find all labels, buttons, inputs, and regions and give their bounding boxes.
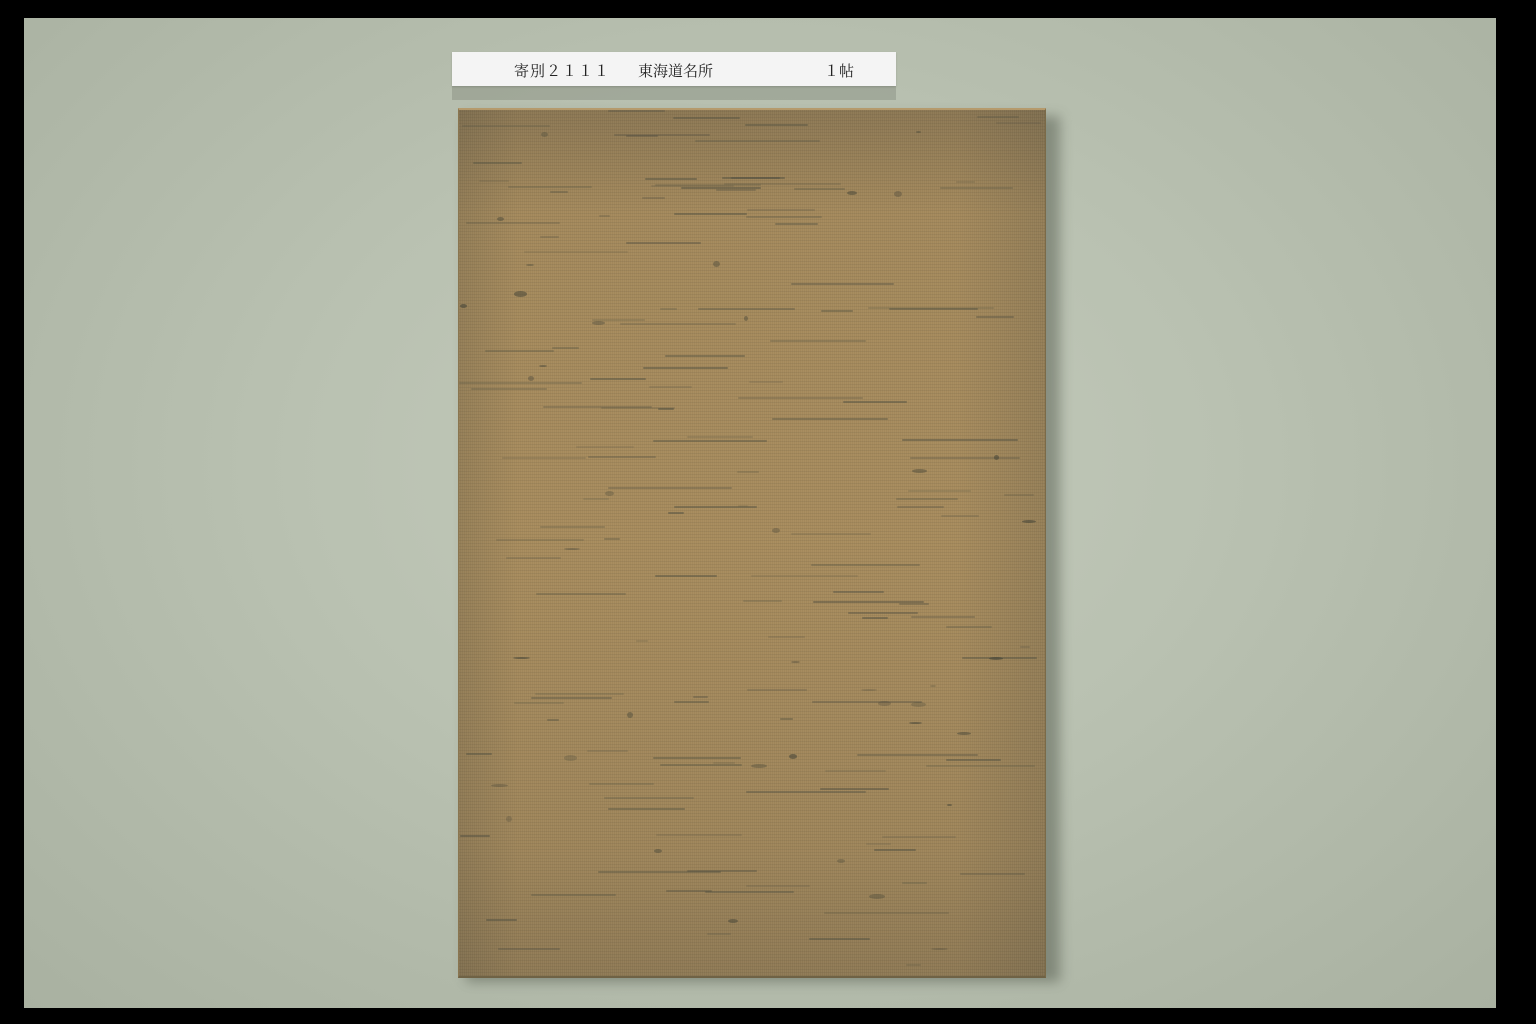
cover-streak — [751, 575, 858, 577]
cover-spot — [989, 657, 1003, 660]
cover-streak — [695, 140, 820, 142]
cover-streak — [996, 122, 1041, 124]
cover-streak — [643, 367, 728, 369]
cover-streak — [791, 533, 871, 535]
cover-streak — [940, 187, 1013, 189]
cover-streak — [693, 696, 708, 698]
cover-streak — [687, 436, 753, 438]
cover-spot — [994, 455, 999, 460]
cover-streak — [843, 401, 907, 403]
cover-streak — [780, 718, 793, 720]
cover-streak — [576, 446, 634, 448]
cover-spot — [894, 191, 902, 197]
cover-spot — [912, 469, 927, 473]
cover-spot — [791, 661, 800, 663]
cover-spot — [506, 816, 512, 822]
cover-spot — [772, 528, 780, 533]
cover-streak — [471, 388, 547, 390]
cover-streak — [866, 843, 891, 845]
cover-streak — [746, 216, 822, 218]
cover-streak — [705, 891, 794, 893]
cover-spot — [713, 261, 720, 267]
catalog-number: 寄別２１１１ — [514, 62, 611, 80]
cover-streak — [645, 178, 697, 180]
cover-streak — [653, 440, 767, 442]
cover-streak — [908, 490, 971, 492]
cover-streak — [941, 515, 979, 517]
cover-spot — [957, 732, 971, 735]
cover-streak — [547, 719, 559, 721]
cover-spot — [514, 291, 527, 297]
item-title: 東海道名所 — [638, 62, 714, 80]
cover-streak — [737, 471, 759, 473]
cover-streak — [656, 834, 742, 836]
cover-streak — [745, 124, 808, 126]
cover-streak — [794, 188, 845, 190]
cover-spot — [878, 701, 891, 706]
cover-streak — [746, 791, 866, 793]
label-shadow — [452, 86, 896, 100]
album-cover — [458, 108, 1046, 978]
cover-streak — [506, 557, 561, 559]
cover-spot — [564, 755, 577, 761]
cover-streak — [473, 162, 522, 164]
cover-streak — [466, 222, 560, 224]
cover-streak — [902, 882, 927, 884]
cover-streak — [599, 215, 610, 217]
cover-spot — [539, 365, 547, 367]
cover-streak — [910, 457, 1020, 459]
cover-streak — [608, 808, 685, 810]
cover-spot — [526, 264, 534, 266]
cover-streak — [604, 797, 694, 799]
cover-spot — [605, 491, 614, 496]
cover-spot — [847, 191, 857, 195]
cover-streak — [485, 350, 554, 352]
cover-streak — [604, 538, 620, 540]
cover-streak — [620, 323, 736, 325]
cover-spot — [497, 217, 504, 221]
cover-streak — [496, 539, 584, 541]
cover-streak — [775, 223, 818, 225]
cover-streak — [590, 378, 646, 380]
cover-streak — [772, 418, 888, 420]
cover-streak — [608, 110, 665, 112]
cover-streak — [479, 180, 509, 182]
cover-streak — [976, 316, 1014, 318]
cover-spot — [541, 132, 548, 137]
cover-streak — [946, 626, 992, 628]
cover-streak — [896, 498, 958, 500]
cover-streak — [658, 408, 674, 410]
cover-spot — [627, 712, 633, 718]
cover-spot — [911, 702, 926, 707]
cover-streak — [460, 835, 490, 837]
cover-spot — [1022, 520, 1036, 523]
cover-streak — [642, 197, 665, 199]
cover-streak — [462, 125, 550, 127]
cover-streak — [882, 836, 956, 838]
cover-streak — [746, 885, 810, 887]
cover-streak — [768, 636, 805, 638]
cover-streak — [653, 757, 741, 759]
cover-streak — [911, 616, 975, 618]
cover-streak — [540, 236, 559, 238]
cover-streak — [531, 894, 616, 896]
cover-spot — [916, 131, 921, 133]
cover-spot — [930, 685, 936, 687]
cover-streak — [614, 134, 710, 136]
cover-streak — [731, 177, 780, 179]
cover-streak — [791, 283, 894, 285]
cover-streak — [589, 783, 654, 785]
cover-spot — [592, 321, 605, 325]
cover-spot — [513, 657, 530, 659]
cover-streak — [749, 381, 783, 383]
cover-streak — [524, 251, 628, 253]
cover-streak — [812, 701, 922, 703]
cover-streak — [897, 506, 944, 508]
cover-spot — [460, 304, 467, 308]
cover-streak — [665, 355, 745, 357]
cover-streak — [868, 307, 994, 309]
cover-spot — [528, 376, 534, 381]
cover-streak — [825, 770, 886, 772]
cover-spot — [837, 859, 845, 863]
cover-streak — [660, 764, 742, 766]
cover-streak — [587, 750, 628, 752]
cover-streak — [811, 564, 920, 566]
cover-streak — [874, 849, 916, 851]
cover-streak — [498, 948, 560, 950]
cover-streak — [508, 186, 592, 188]
cover-streak — [486, 919, 517, 921]
cover-spot — [869, 894, 885, 899]
cover-streak — [857, 754, 978, 756]
cover-streak — [459, 382, 582, 384]
cover-streak — [673, 117, 740, 119]
cover-streak — [926, 765, 1035, 767]
cover-streak — [743, 600, 782, 602]
cover-streak — [666, 890, 712, 892]
cover-spot — [564, 548, 580, 550]
cover-streak — [707, 933, 731, 935]
cover-streak — [531, 697, 612, 699]
cover-streak — [713, 762, 735, 764]
cover-streak — [738, 397, 863, 399]
cover-streak — [862, 617, 888, 619]
cover-streak — [550, 191, 568, 193]
cover-streak — [668, 512, 684, 514]
cover-spot — [789, 754, 797, 759]
cover-streak — [902, 439, 1018, 441]
cover-streak — [674, 213, 747, 215]
cover-streak — [1020, 646, 1030, 648]
cover-streak — [899, 603, 929, 605]
cover-streak — [833, 591, 884, 593]
cover-spot — [947, 804, 952, 806]
cover-spot — [654, 849, 662, 853]
cover-streak — [906, 964, 921, 966]
cover-spot — [491, 784, 508, 787]
cover-streak — [674, 701, 709, 703]
cover-streak — [716, 189, 756, 191]
cover-streak — [747, 209, 815, 211]
cover-streak — [824, 912, 949, 914]
cover-streak — [820, 788, 889, 790]
cover-streak — [674, 506, 757, 508]
cover-streak — [747, 689, 807, 691]
cover-streak — [821, 310, 853, 312]
item-count: １帖 — [824, 62, 855, 80]
cover-spot — [931, 948, 948, 950]
cover-streak — [636, 640, 648, 642]
cover-streak — [598, 871, 721, 873]
cover-streak — [655, 575, 717, 577]
cover-streak — [502, 457, 586, 459]
cover-streak — [536, 593, 626, 595]
cover-spot — [909, 722, 922, 724]
cover-streak — [588, 456, 656, 458]
cover-streak — [698, 308, 795, 310]
cover-streak — [946, 759, 1001, 761]
cover-streak — [540, 526, 605, 528]
cover-streak — [809, 938, 870, 940]
cover-spot — [861, 689, 877, 691]
cover-streak — [626, 242, 701, 244]
cover-streak — [977, 116, 1019, 118]
cover-streak — [583, 498, 609, 500]
cover-streak — [1004, 494, 1034, 496]
cover-streak — [651, 185, 734, 187]
cover-streak — [535, 693, 624, 695]
cover-streak — [960, 873, 1025, 875]
cover-spot — [751, 764, 767, 768]
cover-streak — [770, 340, 866, 342]
cover-streak — [514, 702, 564, 704]
cover-streak — [956, 181, 975, 183]
catalog-label-strip — [452, 52, 896, 86]
cover-streak — [552, 347, 579, 349]
cover-spot — [744, 316, 748, 321]
cover-streak — [466, 753, 492, 755]
cover-streak — [660, 308, 677, 310]
cover-spot — [728, 919, 738, 923]
cover-streak — [848, 612, 918, 614]
cover-streak — [608, 487, 732, 489]
cover-streak — [649, 386, 692, 388]
